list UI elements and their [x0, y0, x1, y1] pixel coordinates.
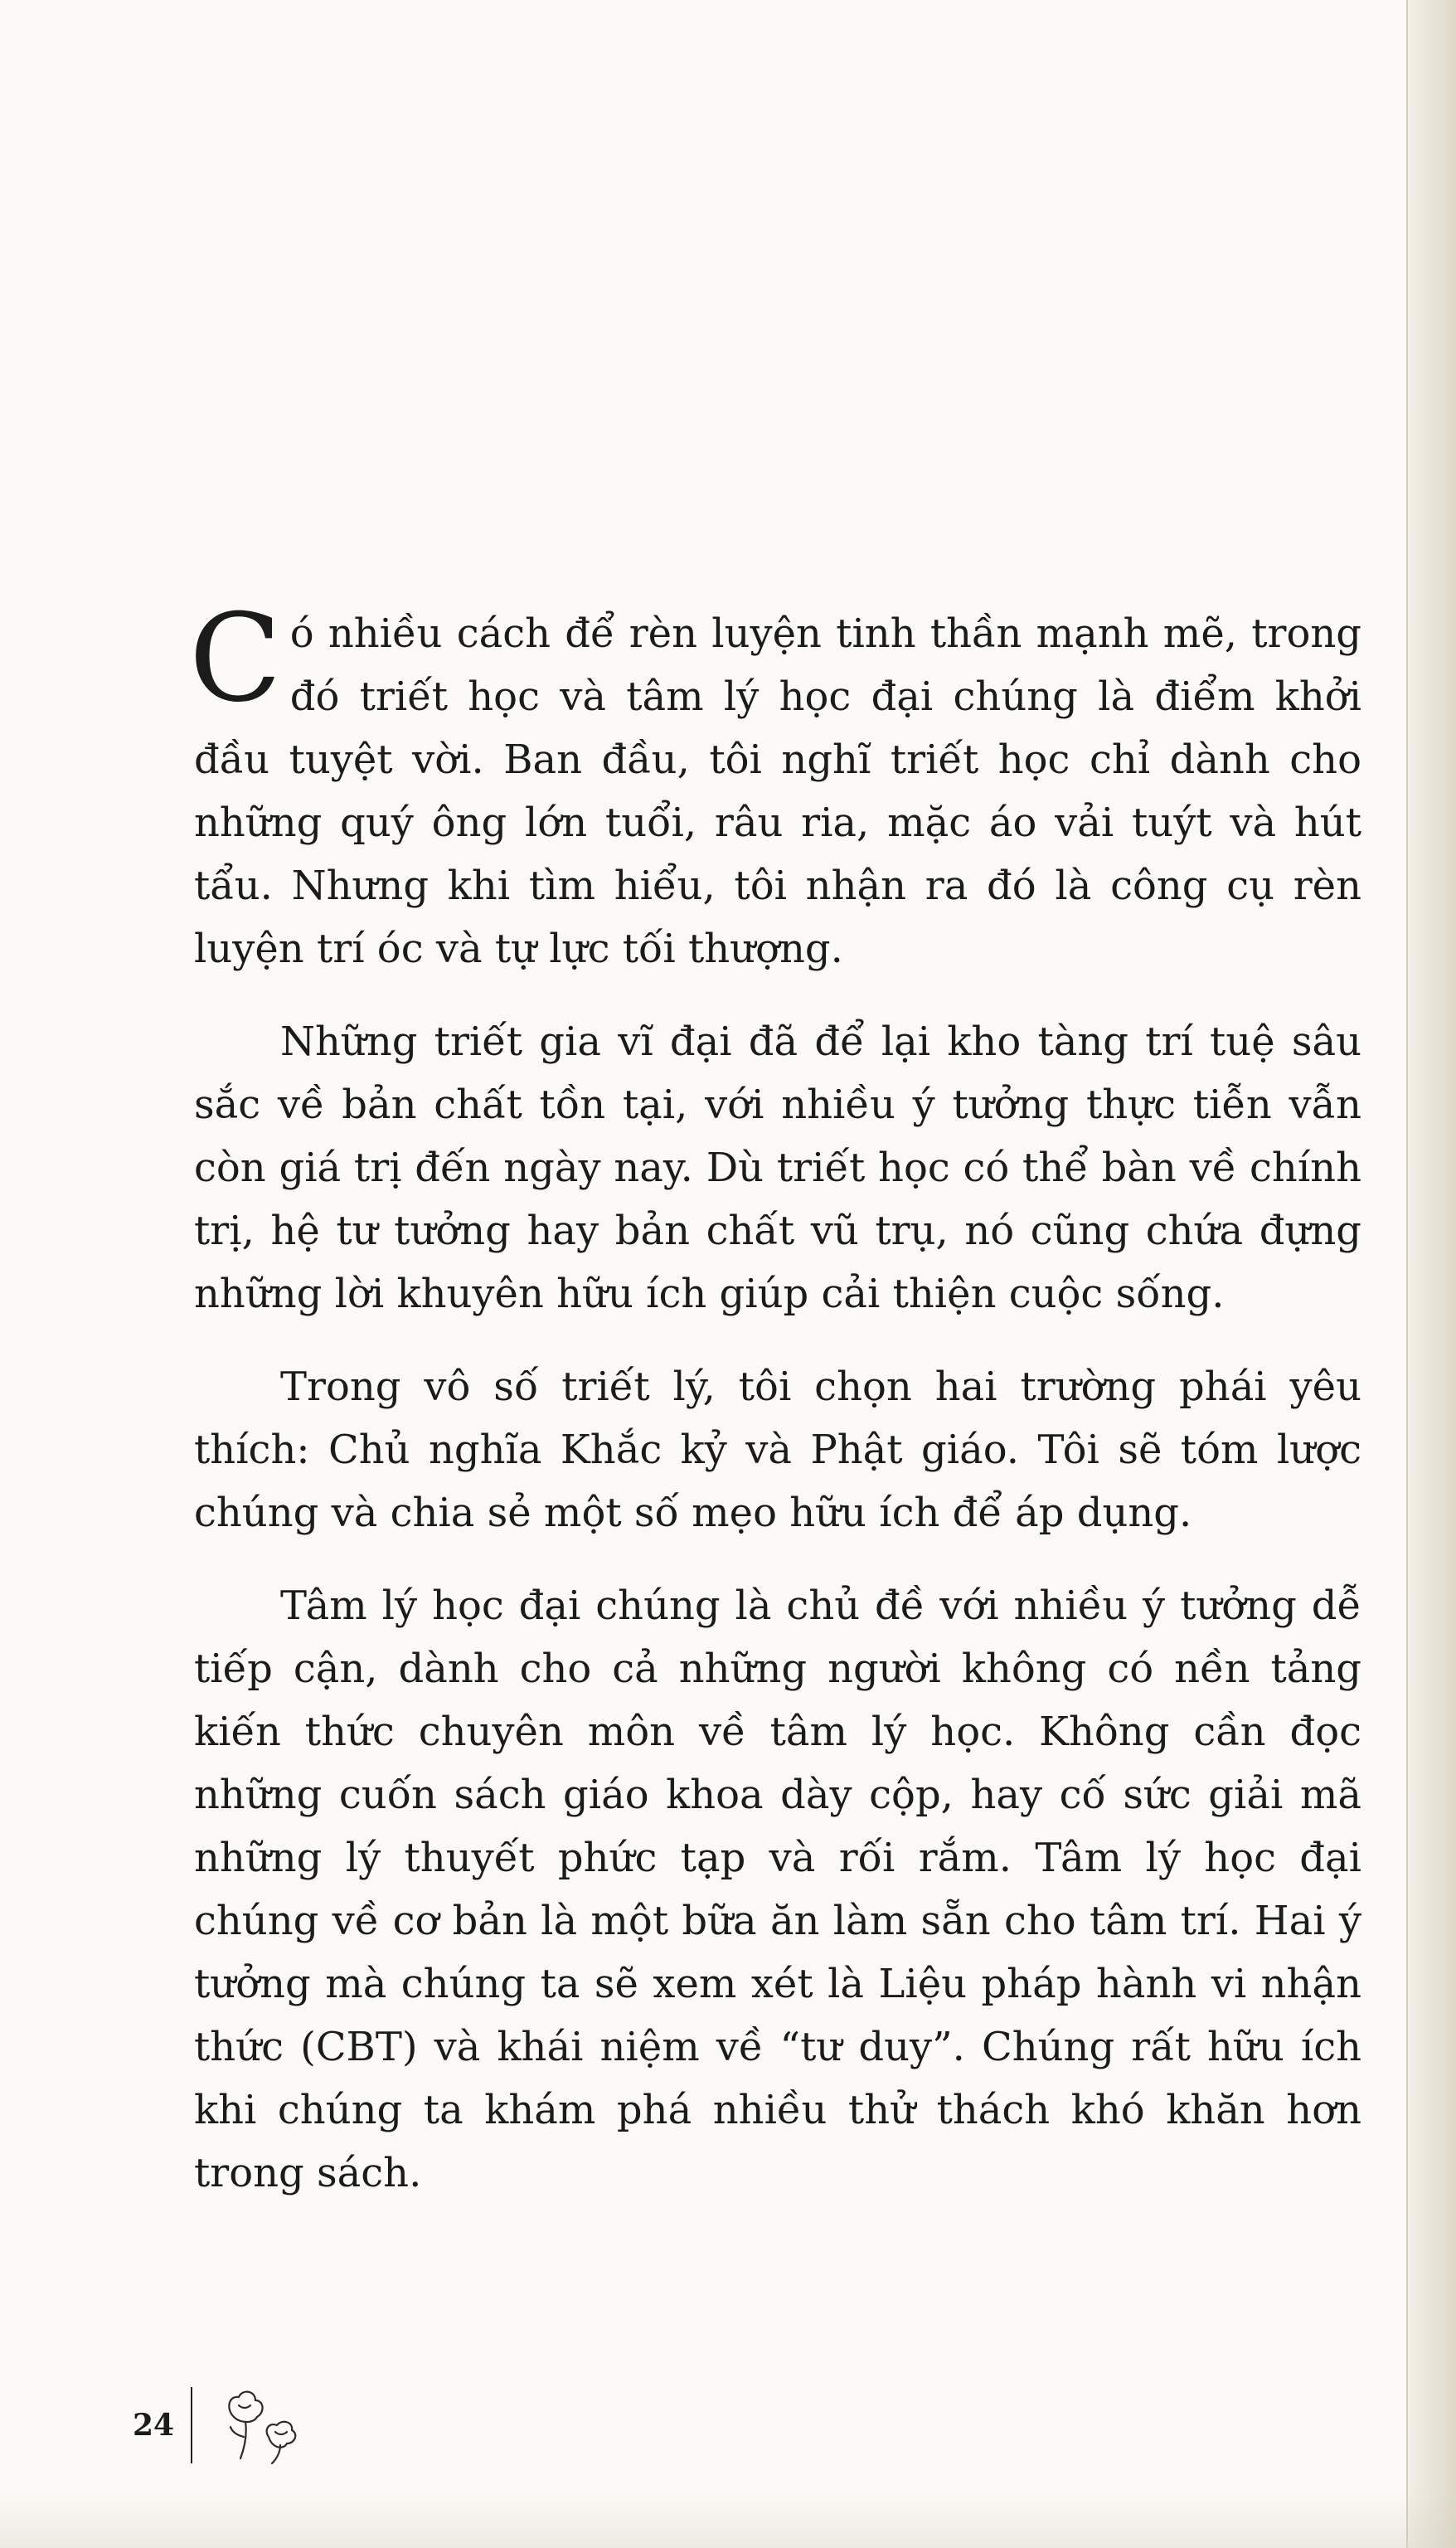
drop-cap: C — [189, 588, 282, 729]
bottom-shade — [0, 2490, 1456, 2548]
page-footer — [133, 2385, 310, 2465]
page-number: 24 — [133, 2408, 175, 2443]
body-text — [189, 588, 1361, 2234]
paragraph-1 — [189, 588, 1361, 980]
page-edge-line — [1406, 0, 1408, 2548]
flower-ornament-icon — [211, 2384, 310, 2467]
paragraph-1-text: ó nhiều cách để rèn luyện tinh thần mạnh mẽ, trong đó triết học và tâm lý học đại chúng là điểm khởi đầu tuyệt vời. Ban đầu, tôi nghĩ triết học chỉ dành cho những quý ông lớn tuổi, râu ria, mặc áo vải tuýt và hút tẩu. Nhưng khi tìm hiểu, tôi nhận ra đó là công cụ rèn luyện trí óc và tự lực tối thượng. — [194, 610, 1361, 972]
page-edge — [1408, 0, 1456, 2548]
footer-divider — [191, 2387, 192, 2463]
paragraph-4: Tâm lý học đại chúng là chủ đề với nhiều ý tưởng dễ tiếp cận, dành cho cả những người không có nền tảng kiến thức chuyên môn về tâm lý học. Không cần đọc những cuốn sách giáo khoa dày cộp, hay cố sức giải mã những lý thuyết phức tạp và rối rắm. Tâm lý học đại chúng về cơ bản là một bữa ăn làm sẵn cho tâm trí. Hai ý tưởng mà chúng ta sẽ xem xét là Liệu pháp hành vi nhận thức (CBT) và khái niệm về “tư duy”. Chúng rất hữu ích khi chúng ta khám phá nhiều thử thách khó khăn hơn trong sách. — [194, 1583, 1361, 2196]
paragraph-3: Trong vô số triết lý, tôi chọn hai trường phái yêu thích: Chủ nghĩa Khắc kỷ và Phật giáo. Tôi sẽ tóm lược chúng và chia sẻ một số mẹo hữu ích để áp dụng. — [194, 1364, 1361, 1536]
paragraph-2: Những triết gia vĩ đại đã để lại kho tàng trí tuệ sâu sắc về bản chất tồn tại, với nhiều ý tưởng thực tiễn vẫn còn giá trị đến ngày nay. Dù triết học có thể bàn về chính trị, hệ tư tưởng hay bản chất vũ trụ, nó cũng chứa đựng những lời khuyên hữu ích giúp cải thiện cuộc sống. — [194, 1019, 1361, 1317]
